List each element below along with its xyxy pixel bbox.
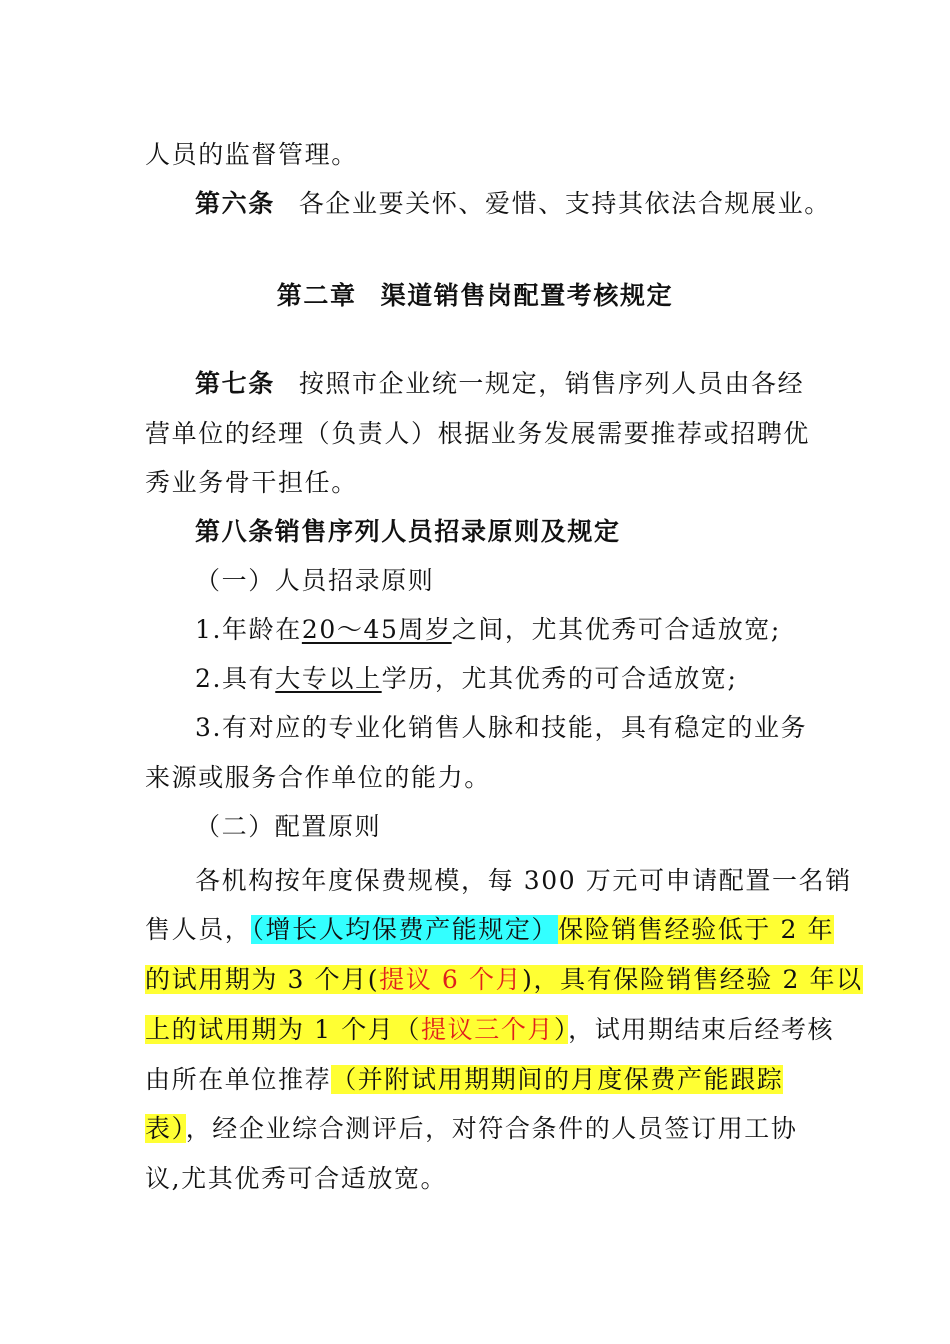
section-1-title: （一）人员招录原则 <box>195 566 435 595</box>
continuation-text: 人员的监督管理。 <box>145 140 358 169</box>
item-1-prefix: 1.年龄在 <box>195 615 302 644</box>
section-2-line-5 <box>145 1061 783 1099</box>
chapter-title: 渠道销售岗配置考核规定 <box>380 281 674 310</box>
article-7-text-1: 按照市企业统一规定，销售序列人员由各经 <box>298 369 805 398</box>
section-1-item-2 <box>195 660 738 698</box>
item-1-underlined: 20～45周岁 <box>301 615 452 644</box>
section-2-text-4c: ，试用期结束后经考核 <box>568 1015 835 1044</box>
item-2-suffix: 学历，尤其优秀的可合适放宽; <box>381 664 738 693</box>
proposal-red-1: 提议 6 个月 <box>379 965 523 994</box>
yellow-highlight-2: （并附试用期期间的月度保费产能跟踪 <box>331 1065 784 1094</box>
article-6 <box>195 185 831 223</box>
chapter-heading <box>0 277 950 315</box>
article-7-line-1 <box>195 365 804 403</box>
section-2-text-4b: ） <box>554 1015 569 1044</box>
section-2-line-2 <box>145 911 834 949</box>
yellow-highlight-3: 表） <box>145 1114 186 1143</box>
section-2-text-5a: 由所在单位推荐 <box>145 1065 332 1094</box>
article-6-text: 各企业要关怀、爱惜、支持其依法合规展业。 <box>298 189 831 218</box>
article-8-heading <box>195 513 621 551</box>
section-2-line-6 <box>145 1110 798 1148</box>
section-2-text-1: 各机构按年度保费规模，每 300 万元可申请配置一名销 <box>195 866 852 895</box>
item-2-underlined: 大专以上 <box>275 664 382 693</box>
item-3-text-2: 来源或服务合作单位的能力。 <box>145 763 491 792</box>
section-1-item-3-line-2 <box>145 759 491 797</box>
section-2-text-3b: )，具有保险销售经验 2 年以 <box>522 965 863 994</box>
section-2-line-4 <box>145 1011 834 1049</box>
section-1-heading <box>195 562 434 600</box>
section-2-line-3 <box>145 961 863 999</box>
section-2-text-3a: 的试用期为 3 个月( <box>145 965 380 994</box>
section-1-item-1 <box>195 611 781 649</box>
chapter-number: 第二章 <box>276 281 357 310</box>
section-2-line-7 <box>145 1160 447 1198</box>
section-1-item-3-line-1 <box>195 709 807 747</box>
item-2-prefix: 2.具有 <box>195 664 276 693</box>
article-8-title: 第八条销售序列人员招录原则及规定 <box>195 517 621 546</box>
paragraph-continuation <box>145 136 358 174</box>
article-7-title: 第七条 <box>195 369 275 398</box>
section-2-text-2a: 售人员， <box>145 915 252 944</box>
article-7-line-2 <box>145 415 810 453</box>
section-2-text-7: 议,尤其优秀可合适放宽。 <box>145 1164 448 1193</box>
section-2-heading <box>195 808 381 846</box>
section-2-text-4a: 上的试用期为 1 个月（ <box>145 1015 422 1044</box>
article-7-text-3: 秀业务骨干担任。 <box>145 468 358 497</box>
section-2-title: （二）配置原则 <box>195 812 382 841</box>
cyan-highlight: （增长人均保费产能规定） <box>251 915 559 944</box>
yellow-highlight-1: 保险销售经验低于 2 年 <box>558 915 835 944</box>
article-7-line-3 <box>145 464 358 502</box>
article-7-text-2: 营单位的经理（负责人）根据业务发展需要推荐或招聘优 <box>145 419 811 448</box>
item-1-suffix: 之间，尤其优秀可合适放宽; <box>451 615 781 644</box>
proposal-red-2: 提议三个月 <box>421 1015 555 1044</box>
section-2-text-6b: ，经企业综合测评后，对符合条件的人员签订用工协 <box>185 1114 798 1143</box>
item-3-text-1: 3.有对应的专业化销售人脉和技能，具有稳定的业务 <box>195 713 808 742</box>
section-2-line-1 <box>195 862 852 900</box>
article-6-title: 第六条 <box>195 189 275 218</box>
